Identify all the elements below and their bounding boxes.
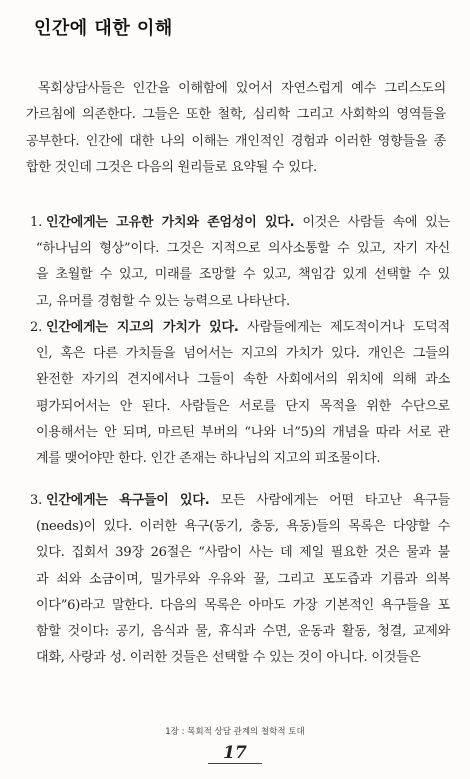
item-line: 평가되어서는 안 된다. 사람들은 서로를 단지 목적을 위한 수단으로 bbox=[36, 398, 450, 414]
item-line: 계를 맺어야만 한다. 인간 존재는 하나님의 지고의 피조물이다. bbox=[36, 451, 381, 467]
item-line: “하나님의 형상”이다. 그것은 지적으로 의사소통할 수 있고, 자기 자신 bbox=[36, 241, 450, 257]
intro-line: 목회상담사들은 인간을 이해함에 있어서 자연스럽게 예수 그리스도의 bbox=[38, 81, 446, 96]
item-line: 함할 것이다: 공기, 음식과 물, 휴식과 수면, 운동과 활동, 청결, 교제와 bbox=[36, 624, 450, 640]
page-number-underline bbox=[208, 763, 262, 764]
item-line: 인, 혹은 다른 가치들을 넘어서는 지고의 가치가 있다. 개인은 그들의 bbox=[36, 346, 450, 362]
item-number: 1. bbox=[30, 215, 43, 230]
principle-item-1 bbox=[22, 210, 450, 315]
page-number: 17 bbox=[223, 743, 247, 763]
item-line: 을 초월할 수 있고, 미래를 조망할 수 있고, 책임감 있게 선택할 수 있 bbox=[36, 267, 450, 283]
item-line: 대화, 사랑과 성. 이러한 것들은 선택할 수 있는 것이 아니다. 이것들은 bbox=[36, 650, 421, 666]
item-first-line bbox=[36, 315, 450, 341]
principle-item-2 bbox=[22, 315, 450, 472]
item-number: 3. bbox=[30, 493, 43, 508]
section-title: 인간에 대한 이해 bbox=[34, 18, 173, 39]
item-lead-heading: 인간에게는 욕구들이 있다. bbox=[46, 493, 210, 508]
item-line: 고, 유머를 경험할 수 있는 능력으로 나타난다. bbox=[36, 293, 290, 309]
intro-line: 공부한다. 인간에 대한 나의 이해는 개인적인 경험과 이러한 영향들을 종 bbox=[26, 133, 446, 149]
item-first-line-rest: 사람들에게는 제도적이거나 도덕적 bbox=[238, 320, 451, 335]
item-line: 완전한 자기의 견지에서나 그들이 속한 사회에서의 위치에 의해 과소 bbox=[36, 372, 450, 388]
item-line: (needs)이 있다. 이러한 욕구(동기, 충동, 욕동)들의 목록은 다양할 수 bbox=[36, 519, 450, 535]
item-first-line-rest: 모든 사람에게는 어떤 타고난 욕구들 bbox=[209, 493, 450, 508]
item-lead-heading: 인간에게는 지고의 가치가 있다. bbox=[46, 320, 239, 335]
item-line: 과 쇠와 소금이며, 밀가루와 우유와 꿀, 그리고 포도즙과 기름과 의복 bbox=[36, 571, 450, 587]
intro-paragraph bbox=[26, 76, 446, 182]
chapter-footer: 1장 : 목회적 상담 관계의 철학적 토대 bbox=[165, 727, 305, 737]
principle-item-3 bbox=[22, 488, 450, 671]
item-line: 이용해서는 안 되며, 마르틴 부버의 “나와 너”5)의 개념을 따라 서로 관 bbox=[36, 424, 450, 440]
item-first-line-rest: 이것은 사람들 속에 있는 bbox=[294, 215, 450, 230]
item-first-line bbox=[36, 210, 450, 236]
intro-line: 가르침에 의존한다. 그들은 또한 철학, 심리학 그리고 사회학의 영역들을 bbox=[26, 107, 446, 123]
intro-line: 합한 것인데 그것은 다음의 원리들로 요약될 수 있다. bbox=[26, 160, 317, 176]
item-line: 있다. 집회서 39장 26절은 “사람이 사는 데 제일 필요한 것은 물과 불 bbox=[36, 545, 450, 561]
item-number: 2. bbox=[30, 320, 43, 335]
item-line: 이다”6)라고 말한다. 다음의 목록은 아마도 가장 기본적인 욕구들을 포 bbox=[36, 597, 450, 613]
item-first-line bbox=[36, 488, 450, 514]
item-lead-heading: 인간에게는 고유한 가치와 존엄성이 있다. bbox=[46, 215, 295, 230]
